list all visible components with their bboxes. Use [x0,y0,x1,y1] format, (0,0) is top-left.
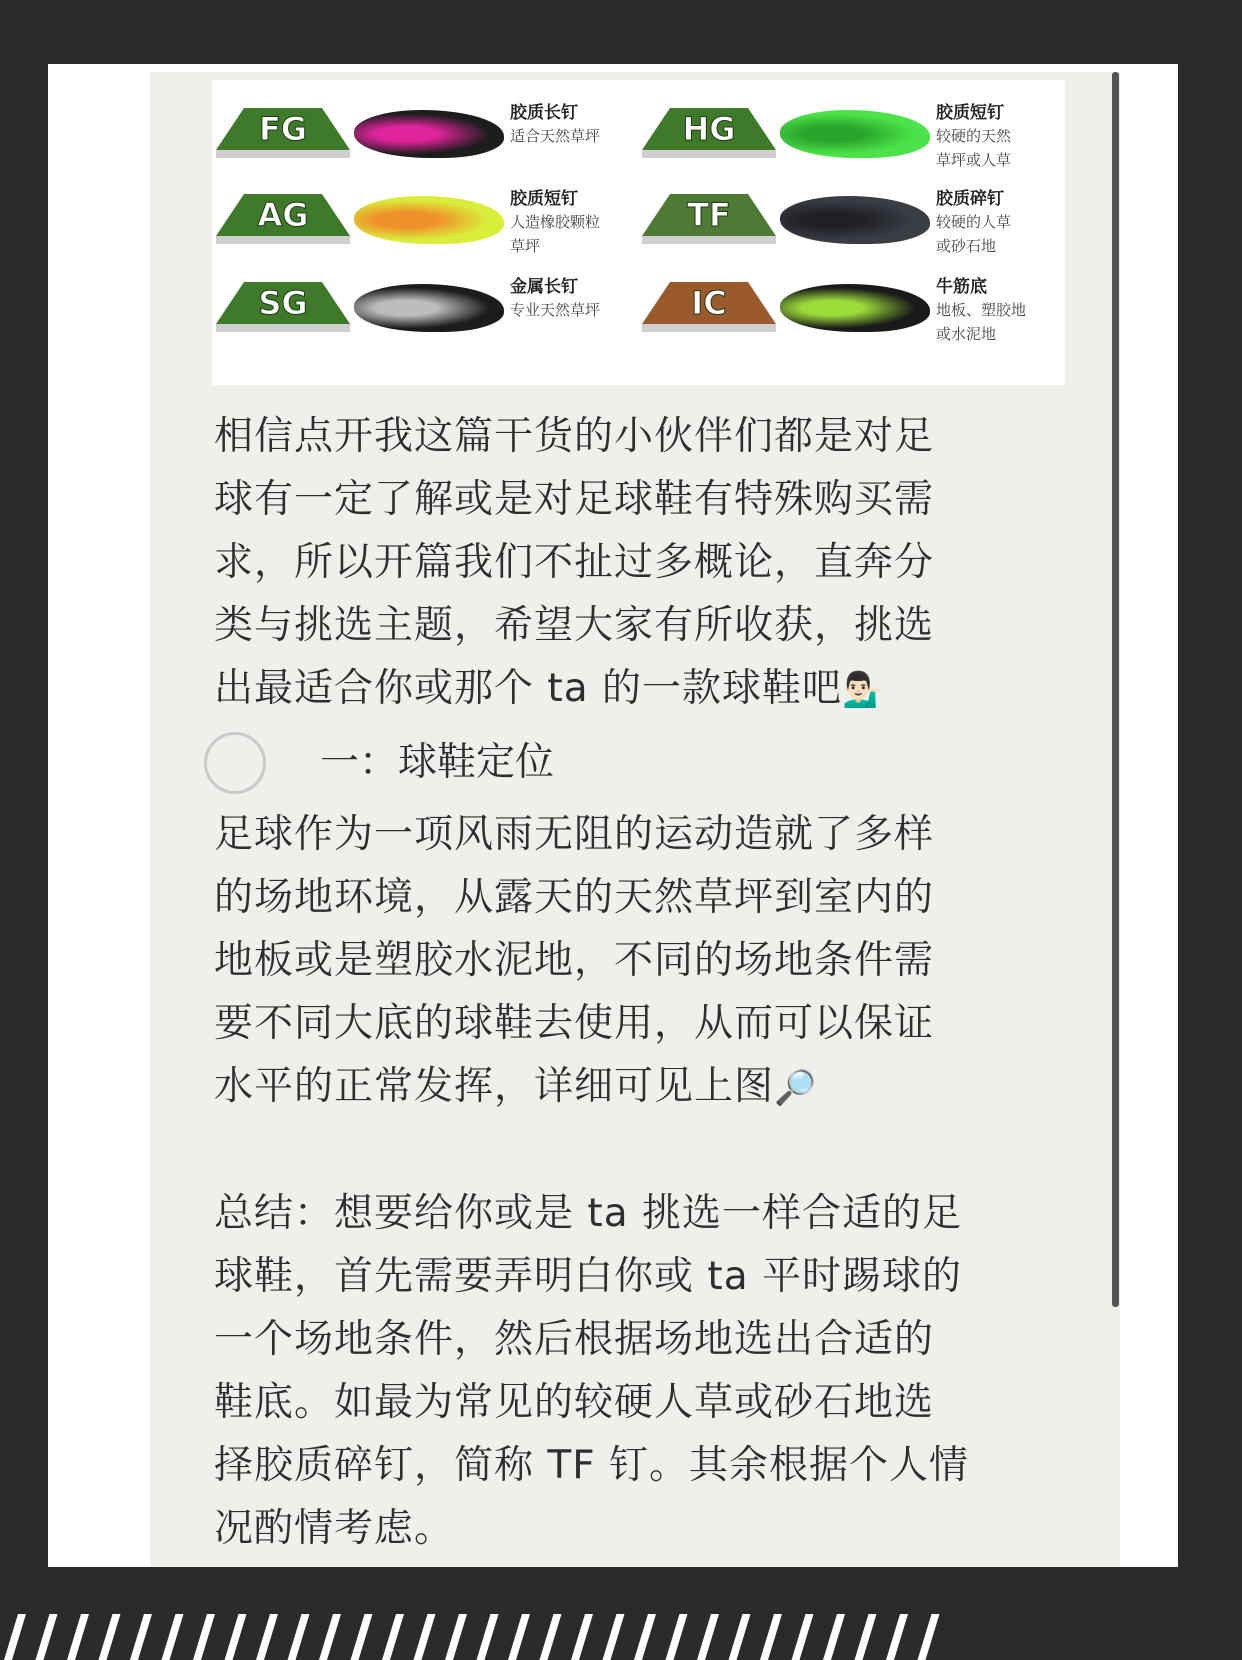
cleat-note: 专业天然草坪 [510,301,601,319]
cleat-description [936,102,1060,172]
stripe [351,1614,373,1660]
cleat-type-sg [212,268,632,354]
stripe [382,1614,404,1660]
cleat-title: 金属长钉 [510,277,578,297]
magnifier-emoji: 🔎 [774,1068,818,1108]
stripe [729,1614,751,1660]
cleat-description [936,188,1060,258]
badge-label: IC [691,284,727,322]
person-tipping-hand-emoji: 💁🏻‍♂️ [842,670,886,710]
stripe [414,1614,436,1660]
cleat-title: 胶质长钉 [510,103,578,123]
stripe [225,1614,247,1660]
stripe [603,1614,625,1660]
stripe-pattern [0,1614,960,1660]
cleat-type-fg [212,94,632,180]
cleat-description [510,102,634,148]
stripe [918,1614,940,1660]
surface-badge [214,104,352,162]
surface-badge [640,190,778,248]
cleat-note: 较硬的人草 [936,213,1012,231]
stripe [540,1614,562,1660]
stripe [193,1614,215,1660]
stripe [477,1614,499,1660]
cleat-type-ic [638,268,1058,354]
cleat-description [936,276,1060,346]
stripe [67,1614,89,1660]
cleat-note: 较硬的天然 [936,127,1012,145]
stripe [792,1614,814,1660]
cleat-title: 牛筋底 [936,277,987,297]
cleat-sole-image [354,284,504,332]
cleat-type-tf [638,180,1058,266]
surface-badge [640,278,778,336]
stripe [319,1614,341,1660]
cleat-description [510,276,634,322]
cleat-type-chart [212,80,1065,385]
stripe [256,1614,278,1660]
intro-paragraph [214,405,1044,722]
circle-icon [204,732,266,794]
stripe [162,1614,184,1660]
badge-label: AG [257,196,309,234]
badge-label: TF [687,196,731,234]
cleat-note: 草坪 [510,237,541,255]
stripe [634,1614,656,1660]
section-heading: 一：球鞋定位 [320,740,555,785]
section-text: 足球作为一项风雨无阻的运动造就了多样 的场地环境，从露天的天然草坪到室内的 地板或是塑胶水泥地，不同的场地条件需 要不同大底的球鞋去使用，从而可以保证 水平的正常发挥，详细可见上图 [214,812,935,1109]
cleat-sole-image [780,284,930,332]
decorative-stripes [0,1614,960,1660]
cleat-description [510,188,634,258]
surface-badge [214,190,352,248]
cleat-note: 适合天然草坪 [510,127,601,145]
cleat-sole-image [354,196,504,244]
section-heading-row [204,730,704,800]
surface-badge [214,278,352,336]
badge-label: SG [258,284,308,322]
stripe [130,1614,152,1660]
badge-label: HG [682,110,736,148]
surface-badge [640,104,778,162]
stripe [823,1614,845,1660]
stripe [445,1614,467,1660]
stripe [886,1614,908,1660]
cleat-title: 胶质短钉 [510,189,578,209]
stripe [697,1614,719,1660]
cleat-note: 人造橡胶颗粒 [510,213,601,231]
cleat-type-hg [638,94,1058,180]
cleat-title: 胶质短钉 [936,103,1004,123]
section-paragraph [214,803,1044,1120]
stripe [99,1614,121,1660]
stripe [666,1614,688,1660]
cleat-note: 或砂石地 [936,237,997,255]
cleat-sole-image [780,196,930,244]
cleat-sole-image [780,110,930,158]
stripe [288,1614,310,1660]
stripe [571,1614,593,1660]
stripe [508,1614,530,1660]
cleat-sole-image [354,110,504,158]
badge-label: FG [258,110,308,148]
stripe [855,1614,877,1660]
scrollbar[interactable] [1112,72,1119,1307]
cleat-note: 或水泥地 [936,325,997,343]
summary-paragraph [214,1182,1044,1560]
summary-text: 总结：想要给你或是 ta 挑选一样合适的足 球鞋，首先需要弄明白你或 ta 平时踢球的 一个场地条件，然后根据场地选出合适的 鞋底。如最为常见的较硬人草或砂石地选 择胶质碎钉，简称 TF 钉。其余根据个人情 况酌情考虑。 [214,1191,970,1551]
intro-text: 相信点开我这篇干货的小伙伴们都是对足 球有一定了解或是对足球鞋有特殊购买需 求，所以开篇我们不扯过多概论，直奔分 类与挑选主题，希望大家有所收获，挑选 出最适合你或那个 ta 的一款球鞋吧 [214,414,935,711]
cleat-type-ag [212,180,632,266]
cleat-note: 草坪或人草 [936,151,1012,169]
cleat-title: 胶质碎钉 [936,189,1004,209]
stripe [760,1614,782,1660]
cleat-note: 地板、塑胶地 [936,301,1027,319]
stripe [4,1614,26,1660]
stripe [36,1614,58,1660]
